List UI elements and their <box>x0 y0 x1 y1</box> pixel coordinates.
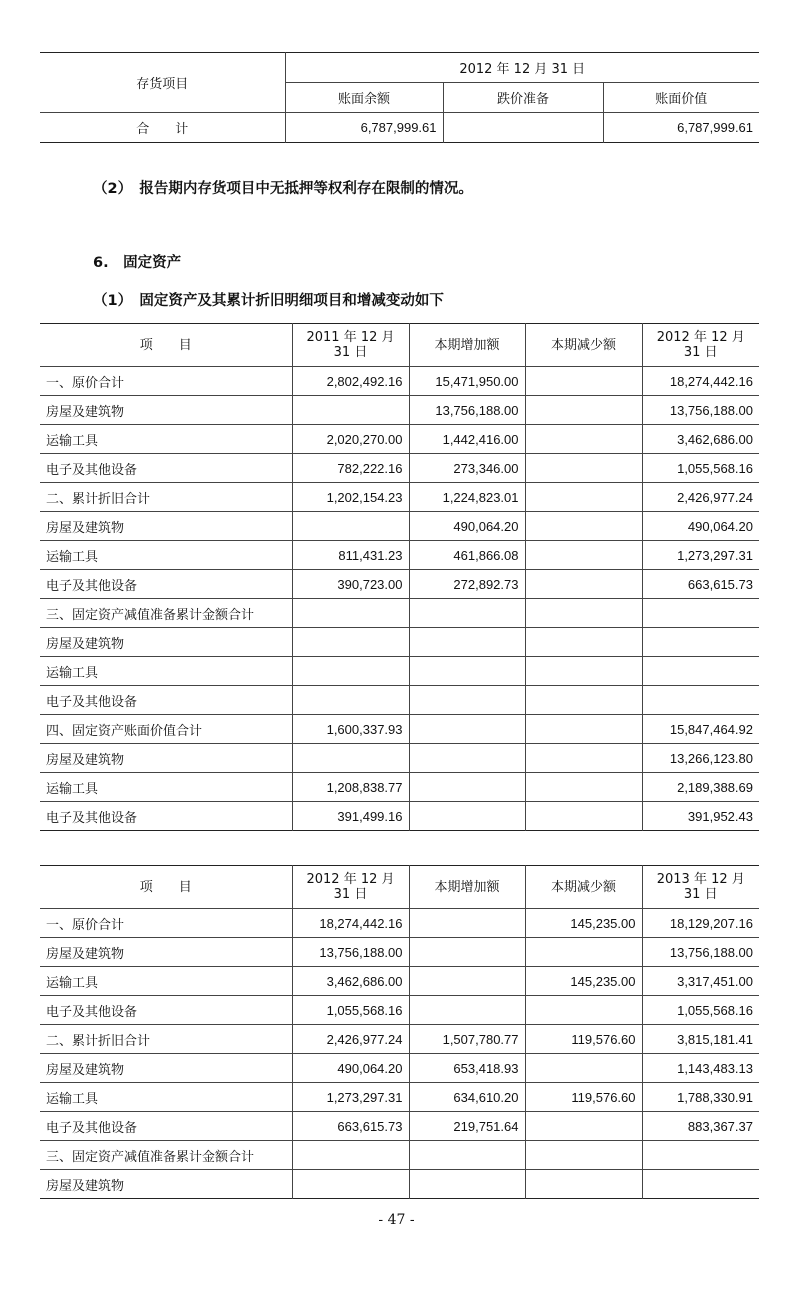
value-cell <box>292 512 409 541</box>
value-cell: 1,055,568.16 <box>642 454 759 483</box>
value-cell: 2,020,270.00 <box>292 425 409 454</box>
table-row <box>40 1054 759 1083</box>
table-row <box>40 570 759 599</box>
row-label: 运输工具 <box>40 773 292 802</box>
value-cell <box>525 996 642 1025</box>
value-cell: 390,723.00 <box>292 570 409 599</box>
value-cell: 3,462,686.00 <box>642 425 759 454</box>
note-6-1-text: （1） 固定资产及其累计折旧明细项目和增减变动如下 <box>93 293 444 309</box>
table-row <box>40 909 759 938</box>
value-cell: 663,615.73 <box>292 1112 409 1141</box>
value-cell <box>525 715 642 744</box>
value-cell: 3,462,686.00 <box>292 967 409 996</box>
row-label: 房屋及建筑物 <box>40 628 292 657</box>
table-row <box>40 1083 759 1112</box>
table-row <box>40 686 759 715</box>
value-cell: 2,802,492.16 <box>292 367 409 396</box>
value-cell <box>292 628 409 657</box>
value-cell <box>409 802 525 831</box>
value-cell <box>409 773 525 802</box>
value-cell: 1,202,154.23 <box>292 483 409 512</box>
row-label: 运输工具 <box>40 1083 292 1112</box>
header-increase: 本期增加额 <box>409 324 525 367</box>
table-row <box>40 715 759 744</box>
table-row <box>40 967 759 996</box>
row-label: 运输工具 <box>40 425 292 454</box>
value-cell: 3,317,451.00 <box>642 967 759 996</box>
value-cell: 13,756,188.00 <box>642 938 759 967</box>
value-cell: 1,273,297.31 <box>642 541 759 570</box>
col-header-balance: 账面余额 <box>285 83 443 113</box>
value-cell <box>525 628 642 657</box>
header-increase: 本期增加额 <box>409 866 525 909</box>
value-cell <box>409 1170 525 1199</box>
value-cell: 13,756,188.00 <box>409 396 525 425</box>
value-cell: 1,055,568.16 <box>292 996 409 1025</box>
value-cell <box>525 938 642 967</box>
value-cell: 782,222.16 <box>292 454 409 483</box>
value-cell: 1,208,838.77 <box>292 773 409 802</box>
value-cell <box>409 657 525 686</box>
value-cell <box>525 802 642 831</box>
value-cell <box>525 483 642 512</box>
table-row <box>40 773 759 802</box>
value-cell: 1,224,823.01 <box>409 483 525 512</box>
value-cell: 490,064.20 <box>292 1054 409 1083</box>
value-cell <box>525 657 642 686</box>
table-row <box>40 744 759 773</box>
value-cell <box>409 1141 525 1170</box>
row-label: 四、固定资产账面价值合计 <box>40 715 292 744</box>
value-cell <box>292 1170 409 1199</box>
value-cell <box>525 773 642 802</box>
value-cell: 391,952.43 <box>642 802 759 831</box>
value-cell <box>409 686 525 715</box>
value-cell: 663,615.73 <box>642 570 759 599</box>
value-cell <box>409 744 525 773</box>
value-cell <box>409 967 525 996</box>
value-cell: 15,847,464.92 <box>642 715 759 744</box>
row-label: 二、累计折旧合计 <box>40 483 292 512</box>
value-cell <box>525 541 642 570</box>
row-label: 三、固定资产减值准备累计金额合计 <box>40 1141 292 1170</box>
value-cell <box>409 715 525 744</box>
value-cell <box>642 628 759 657</box>
row-label: 三、固定资产减值准备累计金额合计 <box>40 599 292 628</box>
row-label: 二、累计折旧合计 <box>40 1025 292 1054</box>
table-row <box>40 657 759 686</box>
row-label: 房屋及建筑物 <box>40 1170 292 1199</box>
value-cell <box>409 909 525 938</box>
fixed-assets-table-2013 <box>40 865 759 1199</box>
value-cell: 145,235.00 <box>525 967 642 996</box>
value-cell <box>642 1141 759 1170</box>
table-row <box>40 512 759 541</box>
row-label: 电子及其他设备 <box>40 570 292 599</box>
row-label: 电子及其他设备 <box>40 996 292 1025</box>
value-cell <box>525 367 642 396</box>
value-cell: 3,815,181.41 <box>642 1025 759 1054</box>
row-label: 电子及其他设备 <box>40 686 292 715</box>
value-cell <box>409 938 525 967</box>
value-cell <box>525 425 642 454</box>
value-cell <box>292 657 409 686</box>
value-cell: 1,442,416.00 <box>409 425 525 454</box>
table-row <box>40 996 759 1025</box>
row-label: 房屋及建筑物 <box>40 938 292 967</box>
total-balance: 6,787,999.61 <box>285 113 443 143</box>
value-cell <box>525 396 642 425</box>
value-cell <box>292 686 409 715</box>
table-row <box>40 599 759 628</box>
value-cell <box>525 570 642 599</box>
value-cell: 119,576.60 <box>525 1025 642 1054</box>
value-cell: 219,751.64 <box>409 1112 525 1141</box>
value-cell <box>525 744 642 773</box>
value-cell <box>525 1141 642 1170</box>
total-impairment <box>443 113 603 143</box>
value-cell <box>642 1170 759 1199</box>
table-row <box>40 938 759 967</box>
col-header-impairment: 跌价准备 <box>443 83 603 113</box>
value-cell <box>409 628 525 657</box>
value-cell: 1,507,780.77 <box>409 1025 525 1054</box>
value-cell: 1,143,483.13 <box>642 1054 759 1083</box>
value-cell: 1,788,330.91 <box>642 1083 759 1112</box>
row-label: 运输工具 <box>40 541 292 570</box>
page-number: - 47 - <box>378 1212 415 1228</box>
table-row <box>40 541 759 570</box>
table-row <box>40 628 759 657</box>
value-cell: 119,576.60 <box>525 1083 642 1112</box>
value-cell: 634,610.20 <box>409 1083 525 1112</box>
row-label: 房屋及建筑物 <box>40 512 292 541</box>
value-cell: 461,866.08 <box>409 541 525 570</box>
value-cell <box>525 512 642 541</box>
fixed-assets-table-2012 <box>40 323 759 831</box>
inventory-table <box>40 52 759 143</box>
table-row <box>40 1141 759 1170</box>
value-cell <box>525 599 642 628</box>
total-label: 合 计 <box>40 113 285 143</box>
header-closing-date: 2013 年 12 月 31 日 <box>642 866 759 909</box>
table-row <box>40 1025 759 1054</box>
value-cell <box>292 744 409 773</box>
row-label: 运输工具 <box>40 657 292 686</box>
value-cell <box>292 599 409 628</box>
value-cell <box>642 686 759 715</box>
row-label: 电子及其他设备 <box>40 802 292 831</box>
value-cell: 2,426,977.24 <box>292 1025 409 1054</box>
header-item: 项 目 <box>139 337 192 353</box>
value-cell: 15,471,950.00 <box>409 367 525 396</box>
header-decrease: 本期减少额 <box>525 324 642 367</box>
value-cell <box>292 396 409 425</box>
table-row <box>40 425 759 454</box>
value-cell <box>525 1170 642 1199</box>
table-row <box>40 396 759 425</box>
value-cell: 272,892.73 <box>409 570 525 599</box>
value-cell <box>525 1054 642 1083</box>
value-cell: 13,756,188.00 <box>642 396 759 425</box>
value-cell: 2,189,388.69 <box>642 773 759 802</box>
value-cell: 18,129,207.16 <box>642 909 759 938</box>
table-header-row <box>40 866 759 909</box>
value-cell <box>525 454 642 483</box>
value-cell <box>409 996 525 1025</box>
section-6-title: 6. 固定资产 <box>93 255 182 271</box>
value-cell: 490,064.20 <box>642 512 759 541</box>
row-label: 房屋及建筑物 <box>40 1054 292 1083</box>
header-item: 项 目 <box>139 879 192 895</box>
value-cell: 2,426,977.24 <box>642 483 759 512</box>
value-cell <box>525 686 642 715</box>
value-cell <box>525 1112 642 1141</box>
row-label: 一、原价合计 <box>40 909 292 938</box>
table-row <box>40 1170 759 1199</box>
inventory-item-header: 存货项目 <box>136 77 189 92</box>
row-label: 房屋及建筑物 <box>40 396 292 425</box>
row-label: 电子及其他设备 <box>40 1112 292 1141</box>
value-cell: 13,756,188.00 <box>292 938 409 967</box>
value-cell <box>292 1141 409 1170</box>
note-2-text: （2） 报告期内存货项目中无抵押等权利存在限制的情况。 <box>93 181 473 197</box>
value-cell: 1,273,297.31 <box>292 1083 409 1112</box>
value-cell: 18,274,442.16 <box>642 367 759 396</box>
value-cell: 490,064.20 <box>409 512 525 541</box>
value-cell: 883,367.37 <box>642 1112 759 1141</box>
table-row <box>40 367 759 396</box>
table-row <box>40 802 759 831</box>
value-cell <box>642 599 759 628</box>
row-label: 电子及其他设备 <box>40 454 292 483</box>
value-cell: 145,235.00 <box>525 909 642 938</box>
inventory-total-row <box>40 113 759 143</box>
inventory-date-header: 2012 年 12 月 31 日 <box>285 53 759 83</box>
header-closing-date: 2012 年 12 月 31 日 <box>642 324 759 367</box>
value-cell: 1,600,337.93 <box>292 715 409 744</box>
value-cell: 273,346.00 <box>409 454 525 483</box>
table-header-row <box>40 324 759 367</box>
table-row <box>40 454 759 483</box>
table-row <box>40 483 759 512</box>
header-opening-date: 2012 年 12 月 31 日 <box>292 866 409 909</box>
value-cell: 391,499.16 <box>292 802 409 831</box>
value-cell: 1,055,568.16 <box>642 996 759 1025</box>
table-row <box>40 1112 759 1141</box>
value-cell <box>642 657 759 686</box>
row-label: 房屋及建筑物 <box>40 744 292 773</box>
row-label: 一、原价合计 <box>40 367 292 396</box>
col-header-book-value: 账面价值 <box>603 83 759 113</box>
value-cell <box>409 599 525 628</box>
header-decrease: 本期减少额 <box>525 866 642 909</box>
value-cell: 811,431.23 <box>292 541 409 570</box>
total-book-value: 6,787,999.61 <box>603 113 759 143</box>
value-cell: 653,418.93 <box>409 1054 525 1083</box>
value-cell: 13,266,123.80 <box>642 744 759 773</box>
header-opening-date: 2011 年 12 月 31 日 <box>292 324 409 367</box>
row-label: 运输工具 <box>40 967 292 996</box>
value-cell: 18,274,442.16 <box>292 909 409 938</box>
